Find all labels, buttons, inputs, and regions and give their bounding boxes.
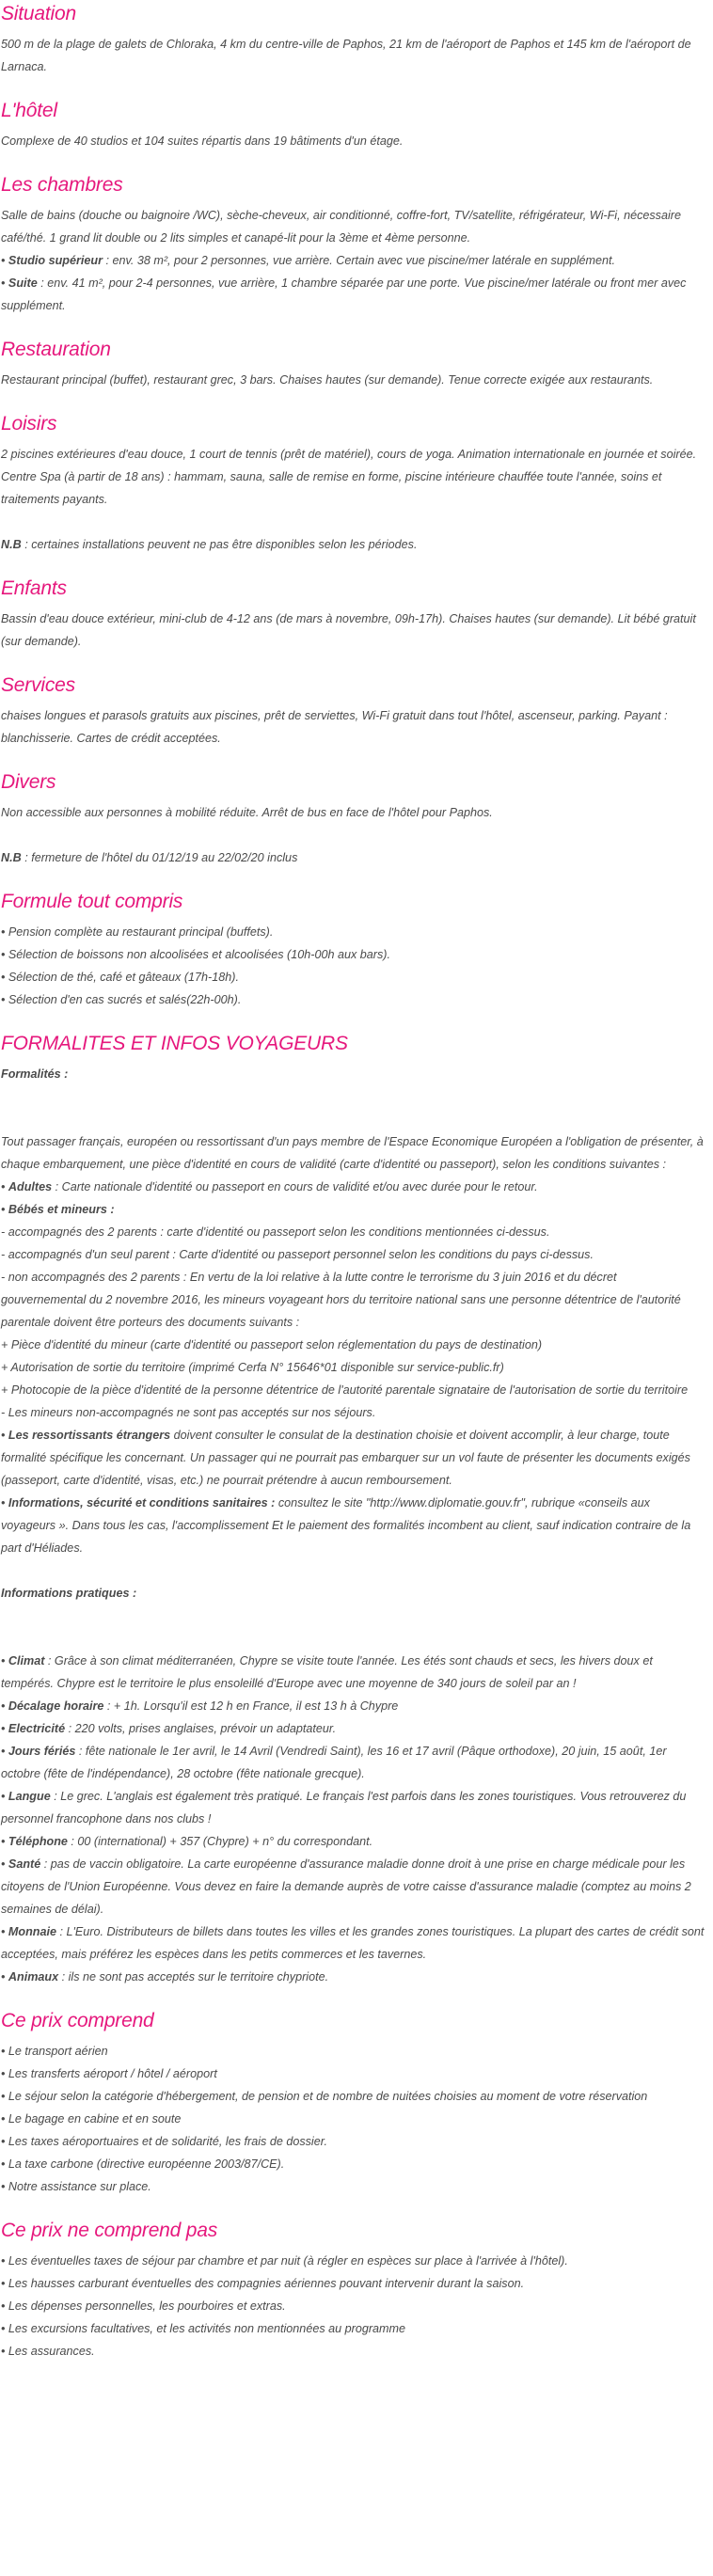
suite-line: • Suite : env. 41 m², pour 2-4 personnes, vue arrière, 1 chambre séparée par une porte. Vue piscine/mer latérale ou front mer avec supplément.	[1, 277, 687, 312]
adultes-text: : Carte nationale d'identité ou passeport en cours de validité et/ou avec durée pour le retour.	[52, 1180, 538, 1193]
divers-nb-label: N.B	[1, 851, 22, 864]
pratiques-item: • Téléphone : 00 (international) + 357 (Chypre) + n° du correspondant.	[1, 1835, 373, 1848]
loisirs-nb	[1, 533, 705, 556]
studio-text: : env. 38 m², pour 2 personnes, vue arrière. Certain avec vue piscine/mer latérale en supplément.	[102, 254, 616, 267]
restauration-title: Restauration	[1, 339, 111, 360]
list-item: • Les taxes aéroportuaires et de solidarité, les frais de dossier.	[1, 2135, 327, 2148]
formalites-line: - Les mineurs non-accompagnés ne sont pas acceptés sur nos séjours.	[1, 1406, 376, 1419]
pratiques-label: Electricité	[8, 1722, 66, 1735]
suite-text: : env. 41 m², pour 2-4 personnes, vue arrière, 1 chambre séparée par une porte. Vue piscine/mer latérale ou front mer avec supplément.	[1, 277, 687, 312]
adultes-label: Adultes	[8, 1180, 53, 1193]
loisirs-nb-text: : certaines installations peuvent ne pas être disponibles selon les périodes.	[21, 538, 418, 551]
list-item: • Sélection d'en cas sucrés et salés(22h-00h).	[1, 993, 242, 1006]
pratiques-text: : Le grec. L'anglais est également très pratiqué. Le français l'est parfois dans les zones touristiques. Vous retrouverez du personnel francophone dans nos clubs !	[1, 1790, 687, 1825]
pratiques-text: : pas de vaccin obligatoire. La carte européenne d'assurance maladie donne droit à une prise en charge médicale pour les citoyens de l'Union Européenne. Vous devez en faire la demande auprès de votre caisse d'assurance maladie (comptez au moins 2 semaines de délai).	[1, 1857, 691, 1916]
ne-comprend-title: Ce prix ne comprend pas	[1, 2220, 218, 2241]
divers-nb-text: : fermeture de l'hôtel du 01/12/19 au 22/02/20 inclus	[21, 851, 298, 864]
formalites-title: FORMALITES ET INFOS VOYAGEURS	[1, 1033, 348, 1054]
infos-label: Informations, sécurité et conditions sanitaires :	[8, 1496, 276, 1509]
infos-line: • Informations, sécurité et conditions sanitaires : consultez le site "http://www.diplomatie.gouv.fr", rubrique «conseils aux voyageurs ». Dans tous les cas, l'accomplissement Et le paiement des formalités incombent au client, sauf indication contraire de la part d'Héliades.	[1, 1496, 691, 1555]
list-item: • Les assurances.	[1, 2345, 95, 2358]
list-item: • Le séjour selon la catégorie d'hébergement, de pension et de nombre de nuitées choisies au moment de votre réservation	[1, 2090, 648, 2103]
enfants-title: Enfants	[1, 577, 67, 599]
enfants-text: Bassin d'eau douce extérieur, mini-club de 4-12 ans (de mars à novembre, 09h-17h). Chaises hautes (sur demande). Lit bébé gratuit (sur demande).	[1, 612, 696, 648]
formule-list	[1, 921, 705, 1011]
hotel-title: L'hôtel	[1, 100, 57, 121]
services-text: chaises longues et parasols gratuits aux piscines, prêt de serviettes, Wi-Fi gratuit dans tout l'hôtel, ascenseur, parking. Payant : blanchisserie. Cartes de crédit acceptées.	[1, 709, 668, 745]
list-item: • Le bagage en cabine et en soute	[1, 2112, 182, 2126]
etrangers-label: Les ressortissants étrangers	[8, 1429, 171, 1442]
hotel-text: Complexe de 40 studios et 104 suites répartis dans 19 bâtiments d'un étage.	[1, 134, 404, 148]
formule-title: Formule tout compris	[1, 891, 183, 912]
list-item: • Notre assistance sur place.	[1, 2180, 151, 2193]
situation-text: 500 m de la plage de galets de Chloraka, 4 km du centre-ville de Paphos, 21 km de l'aéroport de Paphos et 145 km de l'aéroport de Larnaca.	[1, 38, 691, 73]
infos-text: consultez le site "http://www.diplomatie.gouv.fr", rubrique «conseils aux voyageurs ». Dans tous les cas, l'accomplissement Et le paiement des formalités incombent au client, sauf indication contraire de la part d'Héliades.	[1, 1496, 691, 1555]
pratiques-label: Climat	[8, 1654, 45, 1667]
pratiques-text: : Grâce à son climat méditerranéen, Chypre se visite toute l'année. Les étés sont chauds et secs, les hivers doux et tempérés. Chypre est le territoire le plus ensoleillé d'Europe avec une moyenne de 340 jours de soleil par an !	[1, 1654, 653, 1690]
pratiques-text: : 220 volts, prises anglaises, prévoir un adaptateur.	[65, 1722, 337, 1735]
formalites-line: - accompagnés des 2 parents : carte d'identité ou passeport selon les conditions mentionnées ci-dessus.	[1, 1225, 550, 1239]
formalites-line: + Autorisation de sortie du territoire (imprimé Cerfa N° 15646*01 disponible sur service-public.fr)	[1, 1361, 504, 1374]
comprend-title: Ce prix comprend	[1, 2010, 154, 2031]
list-item: • La taxe carbone (directive européenne 2003/87/CE).	[1, 2157, 285, 2171]
bebes-label: Bébés et mineurs :	[8, 1203, 115, 1216]
pratiques-label: Jours fériés	[8, 1745, 76, 1758]
formalites-line: + Photocopie de la pièce d'identité de la personne détentrice de l'autorité parentale signataire de l'autorisation de sortie du territoire	[1, 1383, 689, 1397]
situation-title: Situation	[1, 3, 76, 24]
studio-label: Studio supérieur	[8, 254, 103, 267]
bebes-line: • Bébés et mineurs :	[1, 1203, 115, 1216]
list-item: • Les éventuelles taxes de séjour par chambre et par nuit (à régler en espèces sur place à l'arrivée à l'hôtel).	[1, 2254, 568, 2268]
pratiques-label: Santé	[8, 1857, 41, 1871]
chambres-title: Les chambres	[1, 174, 123, 196]
divers-block	[1, 801, 705, 869]
divers-title: Divers	[1, 771, 56, 793]
formalites-intro: Tout passager français, européen ou ressortissant d'un pays membre de l'Espace Economique Européen a l'obligation de présenter, à chaque embarquement, une pièce d'identité en cours de validité (carte d'identité ou passeport), selon les conditions suivantes :	[1, 1135, 704, 1171]
formalites-subtitle: Formalités :	[1, 1067, 69, 1081]
suite-label: Suite	[8, 277, 38, 290]
list-item: • Les hausses carburant éventuelles des compagnies aériennes pouvant intervenir durant la saison.	[1, 2277, 525, 2290]
etrangers-text: doivent consulter le consulat de la destination choisie et doivent accomplir, à leur charge, toute formalité spécifique les concernant. Un passager qui ne pourrait pas embarquer sur un vol faute de présenter les documents exigés (passeport, carte d'identité, visas, etc.) ne pourrait prétendre à aucun remboursement.	[1, 1429, 690, 1487]
pratiques-text: : L'Euro. Distributeurs de billets dans toutes les villes et les grandes zones touristiques. La plupart des cartes de crédit sont acceptées, mais préférez les espèces dans les petits commerces et les tavernes.	[1, 1925, 705, 1961]
formalites-block	[1, 1063, 705, 1988]
list-item: • Sélection de boissons non alcoolisées et alcoolisées (10h-00h aux bars).	[1, 948, 390, 961]
loisirs-block	[1, 443, 705, 556]
pratiques-item: • Santé : pas de vaccin obligatoire. La carte européenne d'assurance maladie donne droit à une prise en charge médicale pour les citoyens de l'Union Européenne. Vous devez en faire la demande auprès de votre caisse d'assurance maladie (comptez au moins 2 semaines de délai).	[1, 1857, 691, 1916]
pratiques-item: • Climat : Grâce à son climat méditerranéen, Chypre se visite toute l'année. Les étés sont chauds et secs, les hivers doux et tempérés. Chypre est le territoire le plus ensoleillé d'Europe avec une moyenne de 340 jours de soleil par an !	[1, 1654, 653, 1690]
loisirs-nb-label: N.B	[1, 538, 22, 551]
list-item: • Les excursions facultatives, et les activités non mentionnées au programme	[1, 2322, 406, 2335]
restauration-text: Restaurant principal (buffet), restaurant grec, 3 bars. Chaises hautes (sur demande). Tenue correcte exigée aux restaurants.	[1, 373, 654, 387]
pratiques-item: • Jours fériés : fête nationale le 1er avril, le 14 Avril (Vendredi Saint), les 16 et 17 avril (Pâque orthodoxe), 20 juin, 15 août, 1er octobre (fête de l'indépendance), 28 octobre (fête nationale grecque).	[1, 1745, 667, 1780]
pratiques-item: • Monnaie : L'Euro. Distributeurs de billets dans toutes les villes et les grandes zones touristiques. La plupart des cartes de crédit sont acceptées, mais préférez les espèces dans les petits commerces et les tavernes.	[1, 1925, 705, 1961]
pratiques-text: : ils ne sont pas acceptés sur le territoire chypriote.	[58, 1970, 329, 1983]
list-item: • Pension complète au restaurant principal (buffets).	[1, 925, 274, 939]
formalites-line: - accompagnés d'un seul parent : Carte d'identité ou passeport personnel selon les conditions du pays ci-dessus.	[1, 1248, 594, 1261]
loisirs-title: Loisirs	[1, 413, 57, 435]
adultes-line: • Adultes : Carte nationale d'identité ou passeport en cours de validité et/ou avec durée pour le retour.	[1, 1180, 538, 1193]
list-item: • Sélection de thé, café et gâteaux (17h-18h).	[1, 971, 239, 984]
pratiques-label: Monnaie	[8, 1925, 56, 1938]
comprend-list	[1, 2040, 705, 2198]
pratiques-label: Téléphone	[8, 1835, 68, 1848]
chambres-block	[1, 204, 705, 317]
pratiques-item: • Electricité : 220 volts, prises anglaises, prévoir un adaptateur.	[1, 1722, 337, 1735]
pratiques-label: Animaux	[8, 1970, 59, 1983]
pratiques-text: : fête nationale le 1er avril, le 14 Avril (Vendredi Saint), les 16 et 17 avril (Pâque orthodoxe), 20 juin, 15 août, 1er octobre (fête de l'indépendance), 28 octobre (fête nationale grecque).	[1, 1745, 667, 1780]
pratiques-label: Décalage horaire	[8, 1699, 104, 1713]
ne-comprend-list	[1, 2250, 705, 2363]
divers-nb	[1, 846, 705, 869]
etrangers-line: • Les ressortissants étrangers doivent consulter le consulat de la destination choisie et doivent accomplir, à leur charge, toute formalité spécifique les concernant. Un passager qui ne pourrait pas embarquer sur un vol faute de présenter les documents exigés (passeport, carte d'identité, visas, etc.) ne pourrait prétendre à aucun remboursement.	[1, 1429, 690, 1487]
list-item: • Le transport aérien	[1, 2045, 108, 2058]
list-item: • Les dépenses personnelles, les pourboires et extras.	[1, 2299, 286, 2313]
pratiques-text: : 00 (international) + 357 (Chypre) + n° du correspondant.	[67, 1835, 373, 1848]
formalites-line: - non accompagnés des 2 parents : En vertu de la loi relative à la lutte contre le terrorisme du 3 juin 2016 et du décret gouvernemental du 2 novembre 2016, les mineurs voyageant hors du territoire national sans une personne détentrice de l'autorité parentale doivent être porteurs des documents suivants :	[1, 1271, 681, 1329]
pratiques-item: • Animaux : ils ne sont pas acceptés sur le territoire chypriote.	[1, 1970, 329, 1983]
pratiques-item: • Décalage horaire : + 1h. Lorsqu'il est 12 h en France, il est 13 h à Chypre	[1, 1699, 399, 1713]
pratiques-label: Langue	[8, 1790, 51, 1803]
pratiques-text: : + 1h. Lorsqu'il est 12 h en France, il est 13 h à Chypre	[103, 1699, 399, 1713]
list-item: • Les transferts aéroport / hôtel / aéroport	[1, 2067, 217, 2080]
chambres-text: Salle de bains (douche ou baignoire /WC), sèche-cheveux, air conditionné, coffre-fort, TV/satellite, réfrigérateur, Wi-Fi, nécessaire café/thé. 1 grand lit double ou 2 lits simples et canapé-lit pour la 3ème et 4ème personne.	[1, 209, 681, 245]
pratiques-subtitle: Informations pratiques :	[1, 1587, 137, 1600]
pratiques-item: • Langue : Le grec. L'anglais est également très pratiqué. Le français l'est parfois dans les zones touristiques. Vous retrouverez du personnel francophone dans nos clubs !	[1, 1790, 687, 1825]
services-title: Services	[1, 674, 75, 696]
divers-text: Non accessible aux personnes à mobilité réduite. Arrêt de bus en face de l'hôtel pour Paphos.	[1, 806, 493, 819]
studio-line: • Studio supérieur : env. 38 m², pour 2 personnes, vue arrière. Certain avec vue piscine/mer latérale en supplément.	[1, 254, 616, 267]
formalites-line: + Pièce d'identité du mineur (carte d'identité ou passeport selon réglementation du pays de destination)	[1, 1338, 543, 1351]
loisirs-text: 2 piscines extérieures d'eau douce, 1 court de tennis (prêt de matériel), cours de yoga. Animation internationale en journée et soirée. Centre Spa (à partir de 18 ans) : hammam, sauna, salle de remise en forme, piscine intérieure chauffée toute l'année, soins et traitements payants.	[1, 448, 697, 506]
